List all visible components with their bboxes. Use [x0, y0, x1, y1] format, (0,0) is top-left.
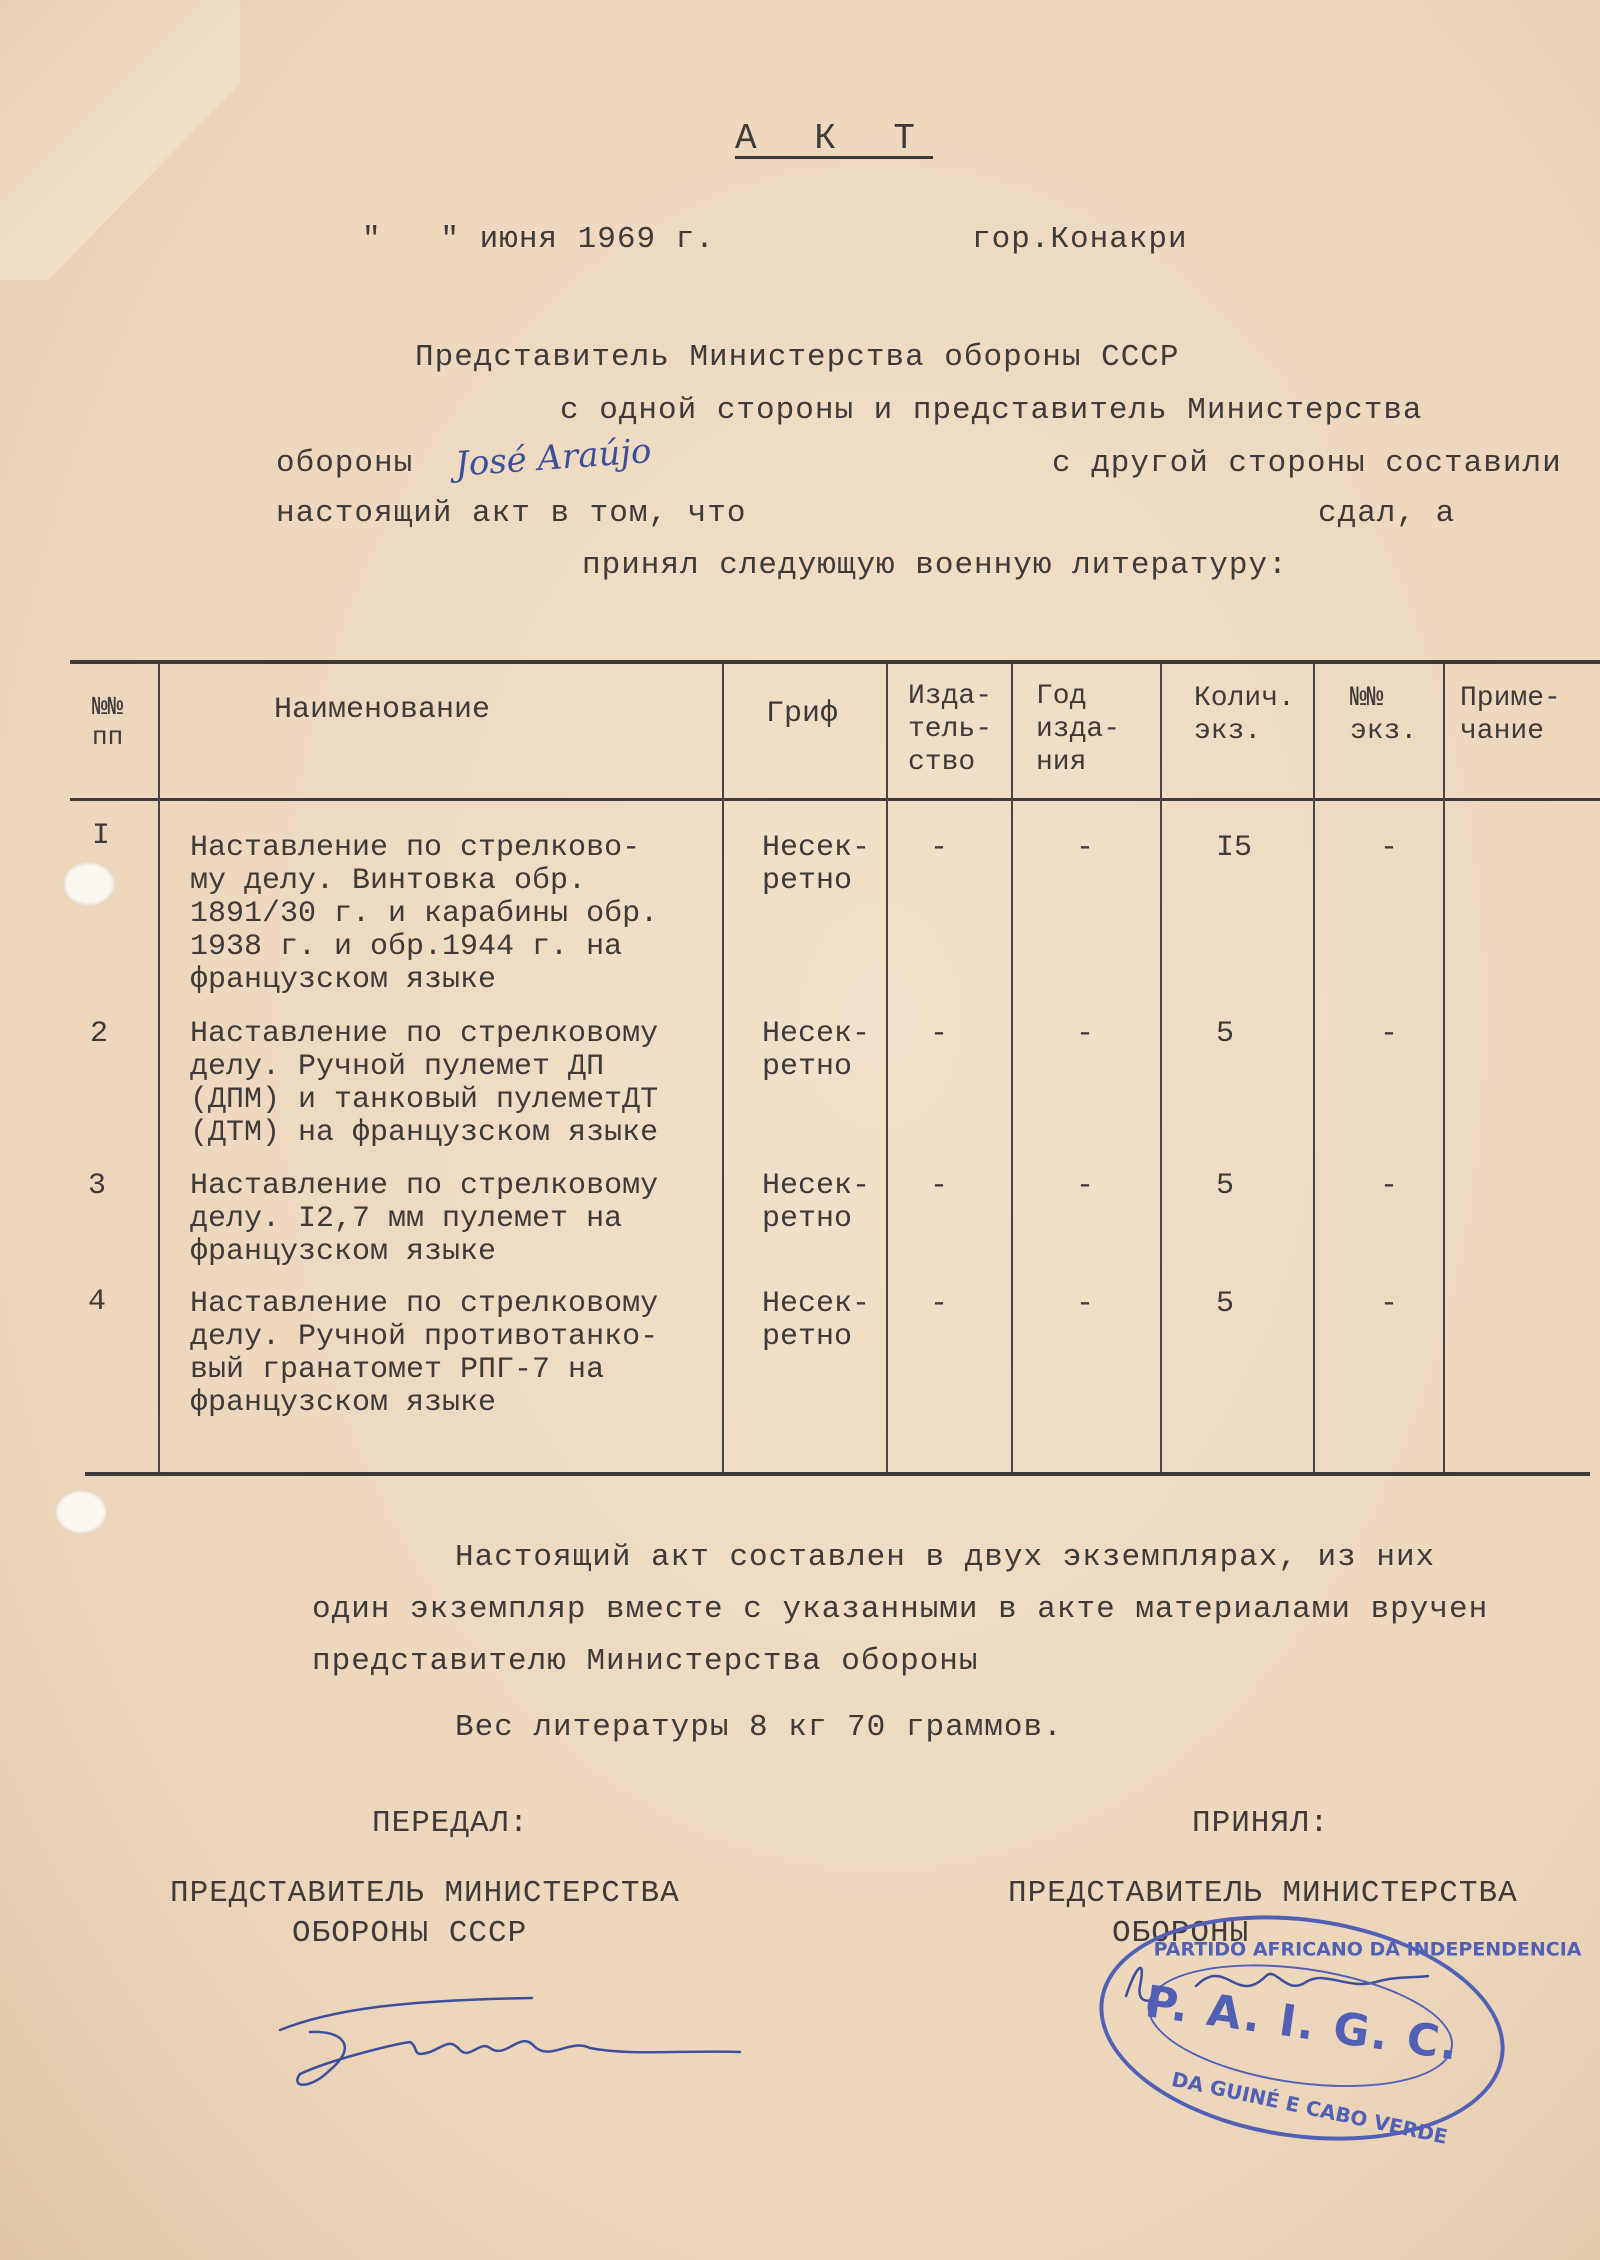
intro-line-3b: с другой стороны составили [1052, 446, 1562, 481]
intro-line-4b: сдал, а [1318, 496, 1456, 531]
punch-hole-bottom [55, 1490, 107, 1534]
document-title: А К Т [735, 118, 934, 159]
stamp-bottom-text: DA GUINÉ E CABO VERDE [1169, 2066, 1450, 2149]
intro-line-5: принял следующую военную литературу: [582, 548, 1288, 583]
punch-hole-top [63, 862, 115, 906]
handed-over-heading: ПЕРЕДАЛ: [372, 1806, 529, 1841]
handwritten-name: José Araújo [453, 431, 653, 485]
row-2-year: - [1076, 1017, 1095, 1051]
header-grif: Гриф [766, 697, 839, 731]
row-4-grif: Несек- ретно [762, 1287, 871, 1354]
row-4-copies: - [1380, 1287, 1399, 1321]
right-signatory-line-2: ОБОРОНЫ [1112, 1916, 1250, 1951]
row-2-qty: 5 [1216, 1017, 1235, 1051]
accepted-heading: ПРИНЯЛ: [1192, 1806, 1330, 1841]
row-3-copies: - [1380, 1169, 1399, 1203]
stamp-center-text: P. A. I. G. C. [1142, 1976, 1463, 2071]
row-1-grif: Несек- ретно [762, 831, 871, 898]
table-header-rule [70, 798, 1600, 801]
col-divider [886, 664, 888, 1472]
row-2-publisher: - [930, 1017, 949, 1051]
stamp-top-text: PARTIDO AFRICANO DA INDEPENDENCIA [1153, 1938, 1582, 1961]
header-note: Приме- чание [1460, 683, 1561, 747]
row-3-name: Наставление по стрелковому делу. I2,7 мм пулемет на французском языке [190, 1169, 659, 1269]
row-3-num: 3 [88, 1169, 107, 1203]
intro-line-1: Представитель Министерства обороны СССР [415, 340, 1180, 375]
row-2-grif: Несек- ретно [762, 1017, 871, 1084]
row-3-publisher: - [930, 1169, 949, 1203]
col-divider [722, 664, 724, 1472]
row-4-publisher: - [930, 1287, 949, 1321]
row-2-name: Наставление по стрелковому делу. Ручной пулемет ДП (ДПМ) и танковый пулеметДТ (ДТМ) на французском языке [190, 1017, 659, 1150]
col-divider [1160, 664, 1162, 1472]
left-signature [270, 1990, 750, 2100]
header-year: Год изда- ния [1036, 681, 1121, 778]
row-1-qty: I5 [1216, 831, 1253, 865]
row-2-num: 2 [90, 1017, 109, 1051]
row-4-num: 4 [88, 1285, 107, 1319]
intro-line-3a: обороны [276, 446, 414, 481]
table-bottom-rule [85, 1472, 1590, 1476]
col-divider [158, 664, 160, 1472]
date-line: " " июня 1969 г. [362, 222, 715, 257]
header-publisher: Изда- тель- ство [908, 681, 993, 778]
right-signatory-line-1: ПРЕДСТАВИТЕЛЬ МИНИСТЕРСТВА [1008, 1876, 1518, 1911]
city-line: гор.Конакри [972, 222, 1188, 257]
table-top-rule [70, 660, 1600, 664]
row-2-copies: - [1380, 1017, 1399, 1051]
col-divider [1313, 664, 1315, 1472]
header-name: Наименование [274, 693, 491, 727]
col-divider [1443, 664, 1445, 1472]
header-copies: №№ экз. [1350, 683, 1418, 747]
intro-line-2: с одной стороны и представитель Министерства [560, 393, 1423, 428]
closing-line-2: один экземпляр вместе с указанными в акте материалами вручен [312, 1592, 1489, 1627]
closing-line-1: Настоящий акт составлен в двух экземплярах, из них [455, 1540, 1436, 1575]
row-1-copies: - [1380, 831, 1399, 865]
row-1-publisher: - [930, 831, 949, 865]
col-divider [1011, 664, 1013, 1472]
row-1-year: - [1076, 831, 1095, 865]
row-1-num: I [92, 819, 111, 853]
left-signatory-line-1: ПРЕДСТАВИТЕЛЬ МИНИСТЕРСТВА [170, 1876, 680, 1911]
row-3-year: - [1076, 1169, 1095, 1203]
row-3-qty: 5 [1216, 1169, 1235, 1203]
intro-line-4a: настоящий акт в том, что [276, 496, 747, 531]
row-1-name: Наставление по стрелково- му делу. Винтовка обр. 1891/30 г. и карабины обр. 1938 г. и обр.1944 г. на французском языке [190, 831, 659, 997]
row-3-grif: Несек- ретно [762, 1169, 871, 1236]
row-4-year: - [1076, 1287, 1095, 1321]
header-num: №№ пп [92, 692, 124, 752]
row-4-name: Наставление по стрелковому делу. Ручной противотанко- вый гранатомет РПГ-7 на французском языке [190, 1287, 659, 1420]
header-qty: Колич. экз. [1194, 683, 1295, 747]
row-4-qty: 5 [1216, 1287, 1235, 1321]
left-signatory-line-2: ОБОРОНЫ СССР [292, 1916, 528, 1951]
weight-line: Вес литературы 8 кг 70 граммов. [455, 1710, 1063, 1745]
closing-line-3: представителю Министерства обороны [312, 1644, 979, 1679]
